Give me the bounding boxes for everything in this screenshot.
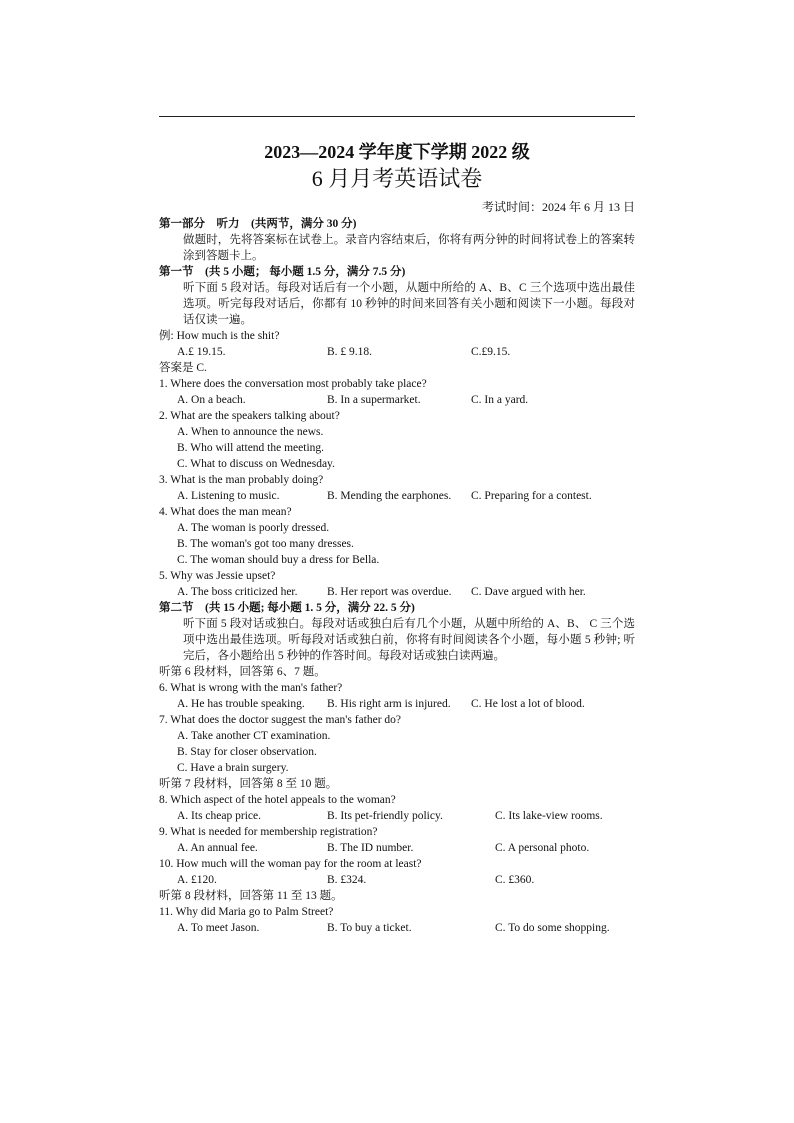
question-9-options <box>159 840 635 856</box>
example-question: 例: How much is the shit? <box>159 330 280 342</box>
q7-option-c: C. Have a brain surgery. <box>177 762 289 774</box>
question-6-options <box>159 696 635 712</box>
q8-option-b: B. Its pet-friendly policy. <box>327 810 443 822</box>
q9-option-c: C. A personal photo. <box>495 842 590 854</box>
q1-option-c: C. In a yard. <box>471 394 529 406</box>
q7-option-b: B. Stay for closer observation. <box>177 746 317 758</box>
question-8-options <box>159 808 635 824</box>
title-line-2: 6 月月考英语试卷 <box>311 166 483 191</box>
example-option-b: B. £ 9.18. <box>327 346 373 358</box>
section2-heading: 第二节 (共 15 小题; 每小题 1. 5 分，满分 22. 5 分) <box>159 602 415 614</box>
material-8-note: 听第 8 段材料，回答第 11 至 13 题。 <box>159 890 343 902</box>
q2-option-b: B. Who will attend the meeting. <box>177 442 325 454</box>
q10-option-c: C. £360. <box>495 874 535 886</box>
material-7-note: 听第 7 段材料，回答第 8 至 10 题。 <box>159 778 338 790</box>
question-7: 7. What does the doctor suggest the man's father do? <box>159 714 402 726</box>
question-8: 8. Which aspect of the hotel appeals to the woman? <box>159 794 396 806</box>
q11-option-c: C. To do some shopping. <box>495 922 610 934</box>
question-11: 11. Why did Maria go to Palm Street? <box>159 906 334 918</box>
question-3-options <box>159 488 635 504</box>
exam-body <box>159 216 635 936</box>
question-10-options <box>159 872 635 888</box>
q6-option-c: C. He lost a lot of blood. <box>471 698 585 710</box>
example-option-a: A.£ 19.15. <box>177 346 226 358</box>
question-9: 9. What is needed for membership registration? <box>159 826 378 838</box>
q4-option-c: C. The woman should buy a dress for Bella. <box>177 554 380 566</box>
q8-option-c: C. Its lake-view rooms. <box>495 810 603 822</box>
example-options <box>159 344 635 360</box>
question-4: 4. What does the man mean? <box>159 506 292 518</box>
q6-option-a: A. He has trouble speaking. <box>177 698 305 710</box>
q2-option-a: A. When to announce the news. <box>177 426 324 438</box>
question-6: 6. What is wrong with the man's father? <box>159 682 343 694</box>
title-line-1: 2023—2024 学年度下学期 2022 级 <box>264 142 530 162</box>
question-1: 1. Where does the conversation most probably take place? <box>159 378 427 390</box>
q8-option-a: A. Its cheap price. <box>177 810 261 822</box>
q3-option-c: C. Preparing for a contest. <box>471 490 592 502</box>
q5-option-b: B. Her report was overdue. <box>327 586 452 598</box>
question-3: 3. What is the man probably doing? <box>159 474 324 486</box>
q7-option-a: A. Take another CT examination. <box>177 730 331 742</box>
question-1-options <box>159 392 635 408</box>
q1-option-b: B. In a supermarket. <box>327 394 421 406</box>
q10-option-b: B. £324. <box>327 874 367 886</box>
example-option-c: C.£9.15. <box>471 346 511 358</box>
q9-option-a: A. An annual fee. <box>177 842 258 854</box>
q10-option-a: A. £120. <box>177 874 217 886</box>
exam-time: 考试时间：2024 年 6 月 13 日 <box>481 200 635 214</box>
q3-option-a: A. Listening to music. <box>177 490 280 502</box>
q4-option-b: B. The woman's got too many dresses. <box>177 538 354 550</box>
q11-option-b: B. To buy a ticket. <box>327 922 412 934</box>
q3-option-b: B. Mending the earphones. <box>327 490 452 502</box>
question-5: 5. Why was Jessie upset? <box>159 570 276 582</box>
q11-option-a: A. To meet Jason. <box>177 922 260 934</box>
q2-option-c: C. What to discuss on Wednesday. <box>177 458 335 470</box>
part1-heading: 第一部分 听力 (共两节，满分 30 分) <box>159 218 357 230</box>
top-rule <box>159 116 635 117</box>
q6-option-b: B. His right arm is injured. <box>327 698 451 710</box>
question-5-options <box>159 584 635 600</box>
part1-instructions: 做题时，先将答案标在试卷上。录音内容结束后，你将有两分钟的时间将试卷上的答案转涂到答题卡上。 <box>183 234 635 262</box>
q5-option-c: C. Dave argued with her. <box>471 586 586 598</box>
question-11-options <box>159 920 635 936</box>
q4-option-a: A. The woman is poorly dressed. <box>177 522 330 534</box>
question-10: 10. How much will the woman pay for the room at least? <box>159 858 422 870</box>
section1-heading: 第一节 (共 5 小题； 每小题 1.5 分，满分 7.5 分) <box>159 266 406 278</box>
section2-instructions: 听下面 5 段对话或独白。每段对话或独白后有几个小题，从题中所给的 A、B、 C 三个选项中选出最佳选项。听每段对话或独白前，你将有时间阅读各个小题，每小题 5 秒钟; 听完后，各小题给出 5 秒钟的作答时间。每段对话或独白读两遍。 <box>183 618 635 662</box>
q5-option-a: A. The boss criticized her. <box>177 586 298 598</box>
question-2: 2. What are the speakers talking about? <box>159 410 340 422</box>
section1-instructions: 听下面 5 段对话。每段对话后有一个小题，从题中所给的 A、B、C 三个选项中选出最佳选项。听完每段对话后，你都有 10 秒钟的时间来回答有关小题和阅读下一小题。每段对话仅读一遍。 <box>183 282 635 326</box>
q1-option-a: A. On a beach. <box>177 394 246 406</box>
example-answer: 答案是 C. <box>159 362 207 374</box>
q9-option-b: B. The ID number. <box>327 842 414 854</box>
material-6-note: 听第 6 段材料，回答第 6、7 题。 <box>159 666 326 678</box>
